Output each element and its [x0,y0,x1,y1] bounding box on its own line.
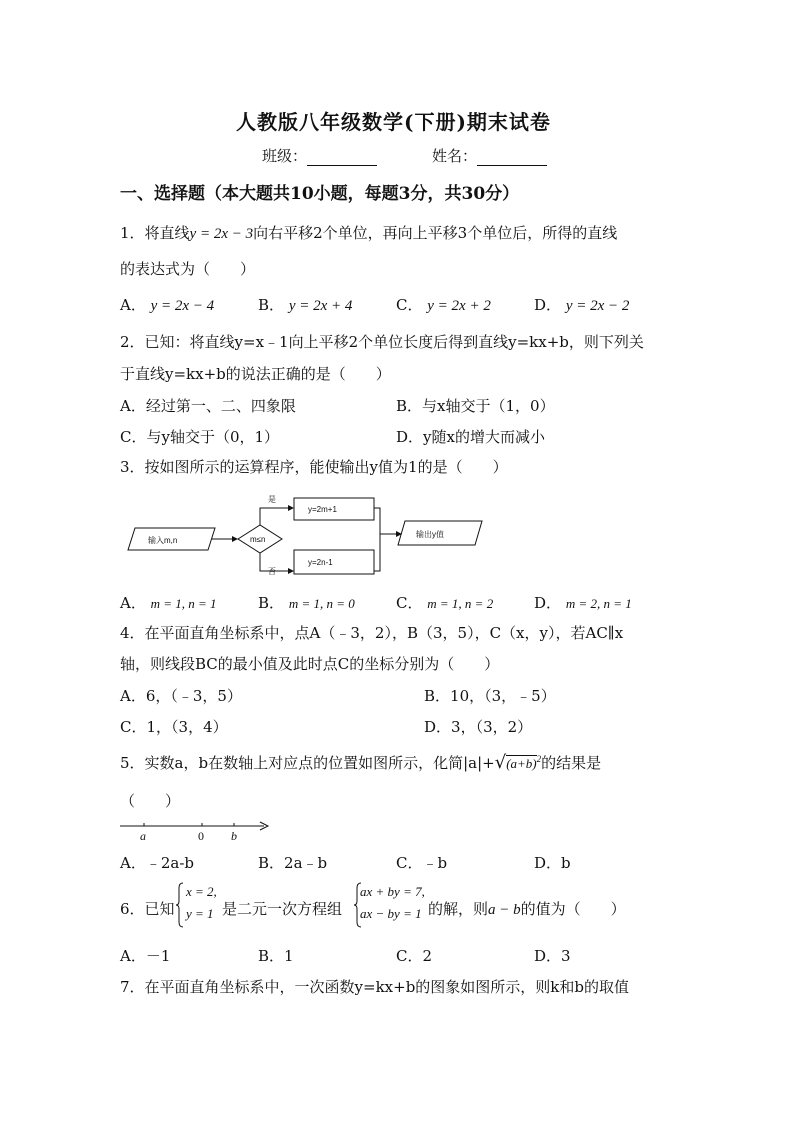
q3-option-a-label: A． [120,594,146,612]
q3-option-c-label: C． [396,594,423,612]
q4-option-a: A．6，（﹣3，5） [120,687,242,705]
flow-yes-label: 是 [268,495,276,504]
q3-option-a-expr: m = 1, n = 1 [150,596,217,611]
flow-arrowhead-yes [288,505,294,511]
name-blank [477,151,547,166]
q5-option-d: D．b [534,854,571,872]
flow-condition-text: m≤n [250,535,266,544]
q1-option-d-expr: y = 2x − 2 [565,298,630,314]
flow-arrowhead-no [288,568,294,574]
flow-bottom-box [294,550,374,574]
q5-exponent: 2 [536,754,542,764]
section-heading: 一、选择题（本大题共10小题，每题3分，共30分） [120,184,520,204]
flow-yes-line [260,508,288,525]
q2-option-a: A．经过第一、二、四象限 [120,397,296,415]
q6-post [428,898,626,919]
q2-option-c: C．与y轴交于（0，1） [120,428,280,446]
q6-option-c: C．2 [396,947,433,965]
q1-text-post: 向右平移2个单位，再向上平移3个单位后，所得的直线 [253,224,618,242]
class-blank [307,151,377,166]
q4-option-b: B．10，（3，﹣5） [424,687,556,705]
q3-option-b-expr: m = 1, n = 0 [288,596,355,611]
q6-option-d: D．3 [534,947,571,965]
q3-flowchart [120,488,490,584]
left-brace-icon [176,882,184,928]
q6-mid: 是二元一次方程组 [222,900,343,918]
q1-line1 [120,222,617,243]
q1-option-c-label: C． [396,296,423,314]
q1-option-c [396,294,491,315]
q2-line1: 2．已知：将直线y=x﹣1向上平移2个单位长度后得到直线y=kx+b，则下列关 [120,333,644,351]
label-0: 0 [198,829,204,843]
q5-option-a: A．﹣2a-b [120,854,194,872]
q1-option-a-label: A． [120,296,146,314]
q3-option-b-label: B． [258,594,285,612]
q5-option-b: B．2a﹣b [258,854,328,872]
q3-option-d-expr: m = 2, n = 1 [565,596,632,611]
q4-option-d: D．3，（3，2） [424,718,533,736]
class-field [262,145,377,166]
q3-option-a [120,592,217,613]
flow-input-text: 输入m,n [148,536,178,545]
q3-option-b [258,592,355,613]
q6-system-2 [354,882,434,928]
q6-pre: 6．已知 [120,900,175,918]
q1-option-c-expr: y = 2x + 2 [427,298,491,314]
q4-option-c: C．1，（3，4） [120,718,228,736]
name-field [432,145,547,166]
q1-text-pre: 1．将直线 [120,224,190,242]
label-b: b [231,829,237,843]
flow-bottom-box-text: y=2n-1 [308,558,333,567]
q5-sqrt [495,752,541,773]
q3-line1: 3．按如图所示的运算程序，能使输出y值为1的是（ ） [120,458,508,476]
q5-line1 [120,752,601,773]
q1-option-b-label: B． [258,296,285,314]
flow-top-box-text: y=2m+1 [308,505,337,514]
q1-option-d-label: D． [534,296,562,314]
q6-option-b: B．1 [258,947,294,965]
q3-option-d [534,592,632,613]
flow-no-label: 否 [268,567,276,576]
q3-option-c-expr: m = 1, n = 2 [427,596,494,611]
page-title: 人教版八年级数学(下册)期末试卷 [236,110,551,134]
q5-line2: （ ） [120,792,181,810]
q2-option-b: B．与x轴交于（1，0） [396,397,555,415]
q1-option-d [534,294,629,315]
q4-line2: 轴，则线段BC的最小值及此时点C的坐标分别为（ ） [120,655,500,673]
q6-sys1-eq1: x = 2, [186,884,217,899]
q6-post1: 的解，则 [428,900,489,918]
q4-line1: 4．在平面直角坐标系中，点A（﹣3，2），B（3，5），C（x，y），若AC∥x [120,624,624,642]
q6-sys2-eq2: ax − by = 1 [360,906,422,921]
q2-line2: 于直线y=kx+b的说法正确的是（ ） [120,365,391,383]
class-label: 班级： [262,147,308,165]
q6-system-1 [176,882,226,928]
q6-option-a: A．－1 [120,947,171,965]
q1-line2: 的表达式为（ ） [120,260,256,278]
q5-option-c: C．﹣b [396,854,448,872]
q5-text-post: 的结果是 [541,754,602,772]
q5-number-line [118,816,278,844]
q1-option-b-expr: y = 2x + 4 [288,298,353,314]
q6-post2: 的值为（ ） [520,900,626,918]
q3-option-c [396,592,493,613]
label-a: a [140,829,146,843]
q1-option-b [258,294,352,315]
name-label: 姓名： [432,147,478,165]
flow-output-text: 输出y值 [416,530,444,539]
q5-text-pre: 5．实数a，b在数轴上对应点的位置如图所示，化简|a|+ [120,754,495,772]
q6-expr: a − b [488,902,521,918]
flow-merge-top [374,508,380,571]
q1-option-a [120,294,214,315]
q7-line1: 7．在平面直角坐标系中，一次函数y=kx+b的图象如图所示，则k和b的取值 [120,978,629,996]
q1-expr: y = 2x − 3 [189,226,254,242]
sqrt-icon: √ [494,752,507,773]
q5-radicand: (a+b) [506,756,537,771]
q6-sys2-eq1: ax + by = 7, [360,884,425,899]
q1-option-a-expr: y = 2x − 4 [150,298,215,314]
q3-option-d-label: D． [534,594,562,612]
q2-option-d: D．y随x的增大而减小 [396,428,545,446]
q6-sys1-eq2: y = 1 [186,906,214,921]
